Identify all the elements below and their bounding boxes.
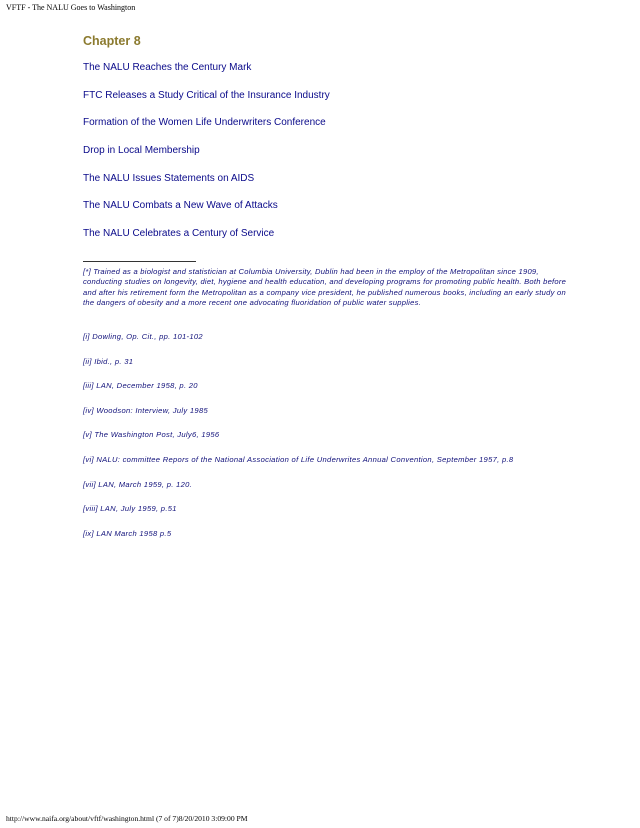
endnote-item[interactable]: [v] The Washington Post, July6, 1956	[83, 430, 220, 440]
print-footer-url: http://www.naifa.org/about/vftf/washington.html (7 of 7)8/20/2010 3:09:00 PM	[6, 814, 248, 823]
section-link-ftc-study[interactable]: FTC Releases a Study Critical of the Insurance Industry	[83, 89, 330, 101]
endnote-item[interactable]: [viii] LAN, July 1959, p.51	[83, 504, 177, 514]
section-link-century-of-service[interactable]: The NALU Celebrates a Century of Service	[83, 228, 275, 240]
chapter-title: Chapter 8	[83, 34, 141, 48]
section-link-membership-drop[interactable]: Drop in Local Membership	[83, 145, 200, 157]
section-link-list	[83, 61, 330, 255]
endnote-list	[83, 332, 513, 553]
endnote-item[interactable]: [vii] LAN, March 1959, p. 120.	[83, 479, 193, 489]
endnote-item[interactable]: [vi] NALU: committee Repors of the National Association of Life Underwrites Annual Convention, September 1957, p.8	[83, 454, 514, 464]
section-link-women-conference[interactable]: Formation of the Women Life Underwriters Conference	[83, 117, 326, 129]
endnote-item[interactable]: [ix] LAN March 1958 p.5	[83, 528, 172, 538]
section-link-century-mark[interactable]: The NALU Reaches the Century Mark	[83, 62, 252, 73]
footnote-divider	[83, 261, 196, 262]
endnote-item[interactable]: [ii] Ibid., p. 31	[83, 356, 134, 366]
print-header: VFTF - The NALU Goes to Washington	[6, 3, 136, 12]
footnote-star: [*] Trained as a biologist and statistician at Columbia University, Dublin had been in the employ of the Metropolitan since 1909, conducting studies on longevity, diet, hygiene and health education, and developing programs for promoting public health. Both before and after his retirement form the Metropolitan as a company vice president, he published numerous books, including an early study on the dangers of obesity and a more recent one advocating fluoridation of public water supplies.	[83, 267, 567, 308]
endnote-item[interactable]: [i] Dowling, Op. Cit., pp. 101-102	[83, 332, 203, 341]
section-link-new-attacks[interactable]: The NALU Combats a New Wave of Attacks	[83, 200, 278, 212]
endnote-item[interactable]: [iv] Woodson: Interview, July 1985	[83, 405, 209, 415]
endnote-item[interactable]: [iii] LAN, December 1958, p. 20	[83, 381, 198, 391]
section-link-aids-statements[interactable]: The NALU Issues Statements on AIDS	[83, 172, 255, 184]
